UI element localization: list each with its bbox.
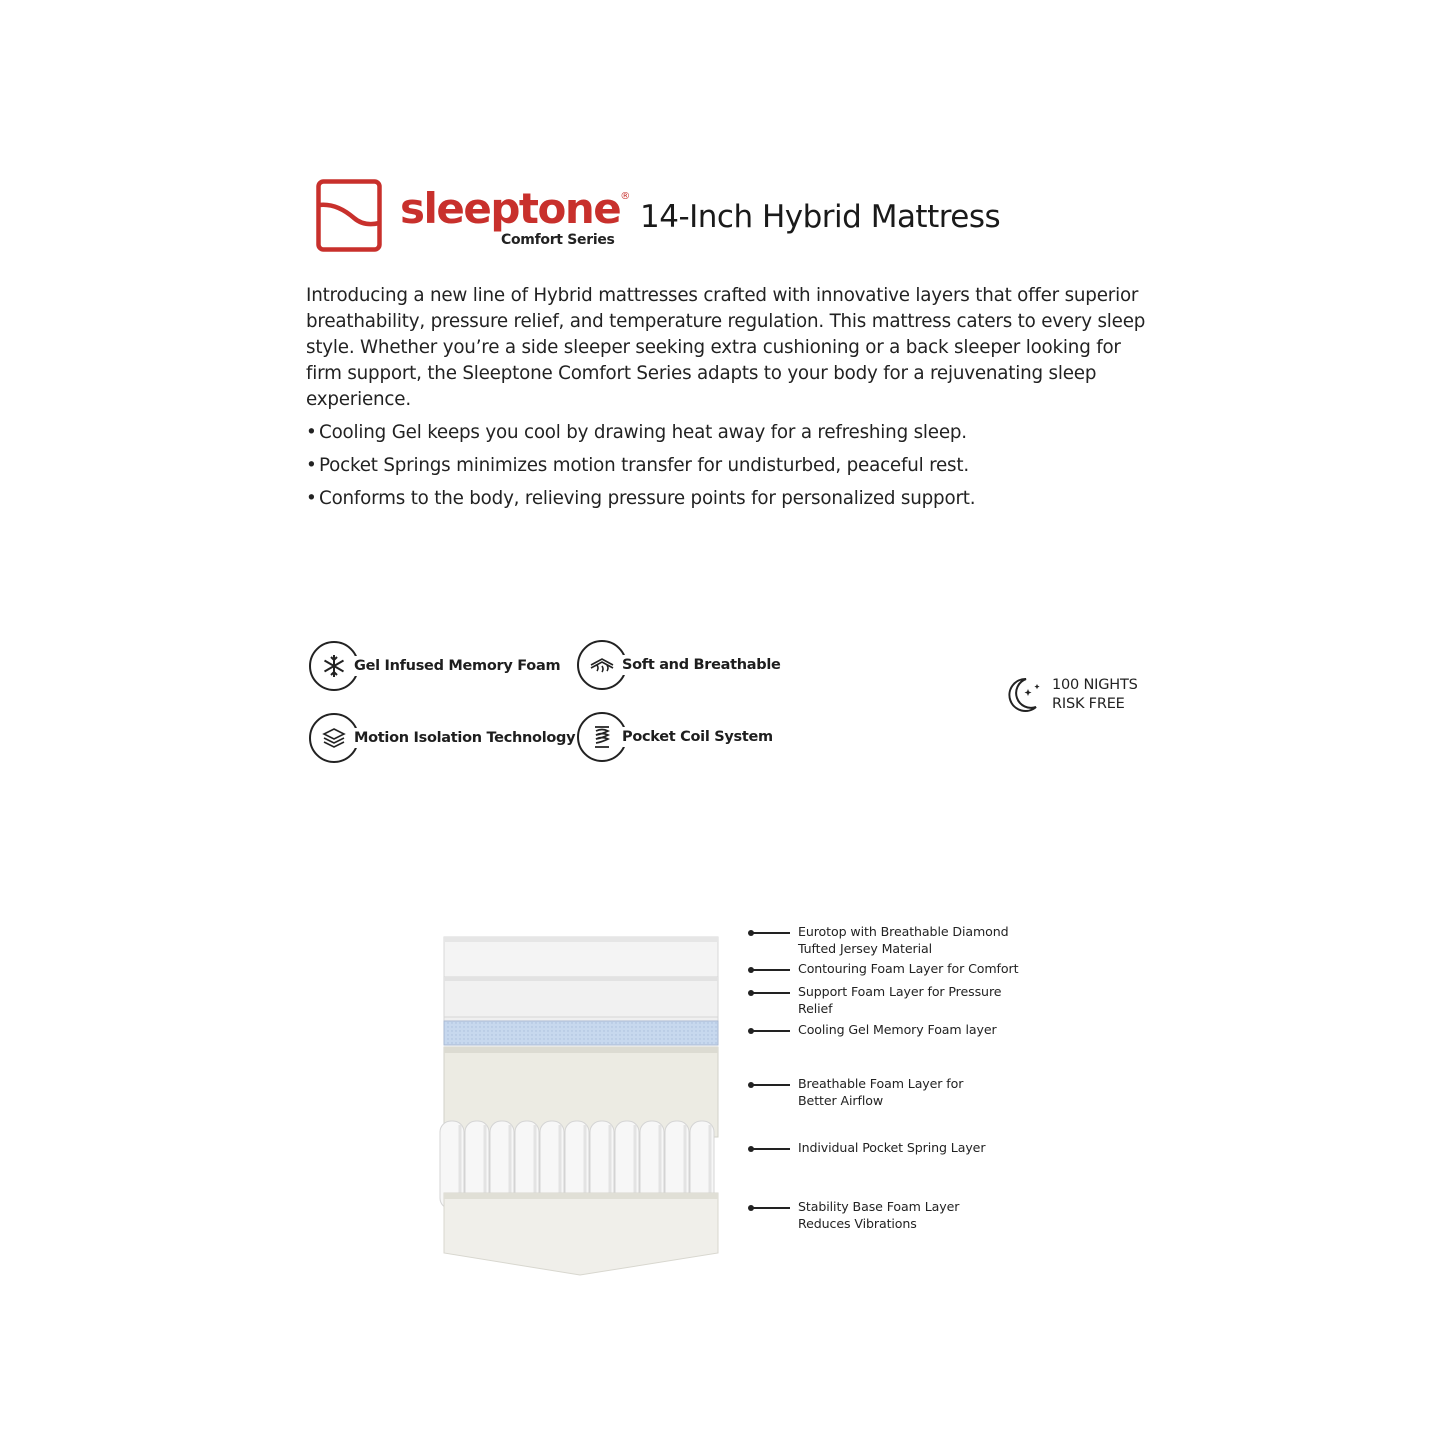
bullet-item: • Cooling Gel keeps you cool by drawing heat away for a refreshing sleep. (306, 420, 975, 453)
callout-cooling-gel (750, 1021, 1028, 1038)
callout-label: Cooling Gel Memory Foam layer (798, 1022, 997, 1037)
callout-pointer (750, 992, 790, 994)
bullet-item: • Conforms to the body, relieving pressure points for personalized support. (306, 486, 975, 519)
feature-label: Pocket Coil System (622, 729, 773, 745)
layer-eurotop (444, 937, 718, 977)
callout-label: Stability Base Foam Layer Reduces Vibrations (798, 1199, 960, 1231)
callout-pointer (750, 1030, 790, 1032)
callout-breathable-foam (750, 1075, 978, 1109)
callout-label: Individual Pocket Spring Layer (798, 1140, 986, 1155)
callout-eurotop (750, 923, 1028, 957)
feature-soft-and-breathable (577, 640, 783, 690)
mattress-layer-diagram (430, 925, 730, 1290)
registered-mark: ® (620, 191, 629, 202)
risk-free-badge (1006, 675, 1138, 715)
product-title: 14-Inch Hybrid Mattress (640, 199, 1001, 235)
callout-label: Eurotop with Breathable Diamond Tufted Jersey Material (798, 924, 1009, 956)
sleeptone-logo-icon (316, 179, 382, 252)
callout-label: Breathable Foam Layer for Better Airflow (798, 1076, 964, 1108)
callout-label: Support Foam Layer for Pressure Relief (798, 984, 1002, 1016)
feature-label: Motion Isolation Technology (354, 730, 576, 746)
brand-series: Comfort Series (501, 232, 615, 248)
callout-pocket-springs (750, 1139, 1028, 1156)
risk-free-line1: 100 NIGHTS (1052, 677, 1138, 693)
bullet-marker: • (306, 455, 317, 476)
callout-pointer (750, 932, 790, 934)
callout-pointer (750, 1084, 790, 1086)
layer-support-foam (444, 1017, 718, 1021)
layer-base-foam (444, 1193, 718, 1275)
brand-name: sleeptone® (400, 184, 629, 233)
bullet-marker: • (306, 488, 317, 509)
feature-pocket-coil-system (577, 712, 775, 762)
layer-contouring-foam (444, 977, 718, 1017)
bullet-item: • Pocket Springs minimizes motion transfer for undisturbed, peaceful rest. (306, 453, 975, 486)
callout-contouring-foam (750, 960, 1028, 977)
bullet-marker: • (306, 422, 317, 443)
feature-gel-infused-memory-foam (309, 641, 562, 691)
feature-motion-isolation-technology (309, 713, 577, 763)
callout-pointer (750, 1148, 790, 1150)
intro-paragraph: Introducing a new line of Hybrid mattresses crafted with innovative layers that offer superior breathability, pressure relief, and temperature regulation. This mattress caters to every sleep style. Whether you’re a side sleeper seeking extra cushioning or a back sleeper looking for firm support, the Sleeptone Comfort Series adapts to your body for a rejuvenating sleep experience. (306, 285, 1146, 410)
feature-bullet-list (306, 420, 975, 519)
callout-label: Contouring Foam Layer for Comfort (798, 961, 1019, 976)
callout-pointer (750, 969, 790, 971)
callout-support-foam (750, 983, 1028, 1017)
feature-label: Soft and Breathable (622, 657, 781, 673)
moon-stars-icon (1006, 675, 1044, 715)
callout-pointer (750, 1207, 790, 1209)
callout-base-foam (750, 1198, 968, 1232)
feature-label: Gel Infused Memory Foam (354, 658, 561, 674)
layer-cooling-gel (444, 1021, 718, 1045)
risk-free-line2: RISK FREE (1052, 696, 1125, 712)
